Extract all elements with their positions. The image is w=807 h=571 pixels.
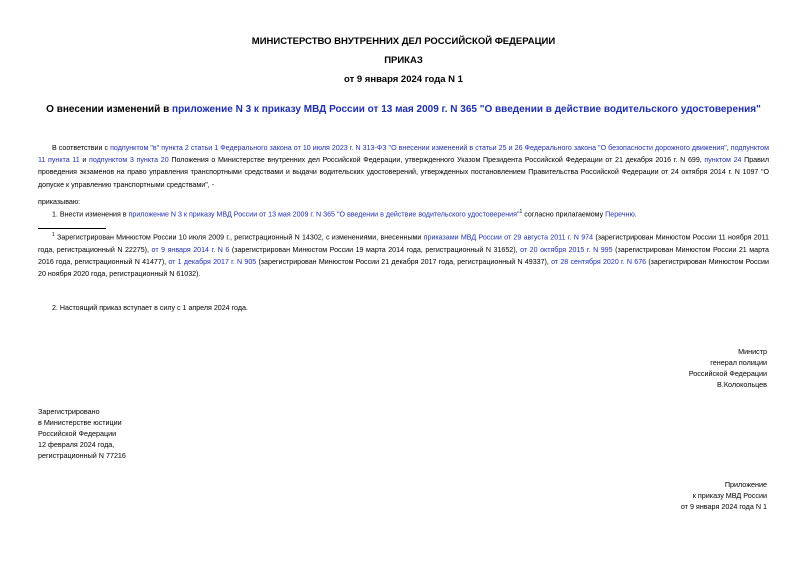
item1-appendix-link[interactable]: приложение N 3 к приказу МВД России от 13 мая 2009 г. N 365 "О введении в действие водительского удостоверения" (128, 210, 520, 219)
preamble-text-1: В соответствии с (52, 144, 111, 152)
appendix-line: Приложение (724, 480, 767, 489)
title-appendix-link[interactable]: приложение N 3 к приказу МВД России от 13 мая 2009 г. N 365 "О введении в действие водительского удостоверения" (172, 104, 761, 115)
footnote-text-3: (зарегистрирован Минюстом России 19 марта 2014 года, регистрационный N 31652), (229, 245, 521, 254)
signature-line: Министр (738, 347, 767, 356)
registration-line: 12 февраля 2024 года, (38, 440, 115, 449)
footnote-paragraph (38, 229, 769, 280)
paragraph-24-link[interactable]: пунктом 24 (704, 156, 742, 165)
item1-text-2: согласно прилагаемому (522, 210, 606, 219)
ministry-heading: МИНИСТЕРСТВО ВНУТРЕННИХ ДЕЛ РОССИЙСКОЙ ФЕДЕРАЦИИ (251, 36, 556, 47)
footnote-text-2: (зарегистрирован Минюстом России 11 ноября 2011 года, регистрационный N 22275), (38, 233, 769, 254)
list-link[interactable]: Перечню (605, 210, 635, 219)
footnote-text-1: Зарегистрирован Минюстом России 10 июля 2009 г., регистрационный N 14302, с изменениями, внесенными (54, 233, 424, 242)
footnote-ref[interactable]: 1 (519, 209, 523, 215)
footnote-text-6: (зарегистрирован Минюстом России 20 ноября 2020 года, регистрационный N 61032). (38, 257, 769, 278)
preamble-text-2: , (726, 144, 731, 152)
signature-line: Российской Федерации (688, 369, 767, 378)
title-prefix: О внесении изменений в (46, 104, 173, 115)
subparagraph-3-link[interactable]: подпунктом 3 пункта 20 (88, 156, 169, 165)
order-905-link[interactable]: от 1 декабря 2017 г. N 905 (168, 257, 257, 266)
footnote-number: 1 (52, 232, 55, 238)
item1-text-3: . (634, 210, 637, 219)
signature-line: В.Колокольцев (717, 380, 767, 389)
order-word: приказываю: (38, 198, 81, 206)
preamble-text-4: Положения о Министерстве внутренних дел Российской Федерации, утвержденного Указом Президента Российской Федерации от 21 декабря 2016 г. N 699, (168, 156, 705, 165)
appendix-line: от 9 января 2024 года N 1 (680, 502, 767, 511)
preamble-text-5: Правил проведения экзаменов на право управления транспортными средствами и выдачи водительских удостоверений, утвержденных постановлением Правительства Российской Федерации от 24 октября 2014 г. N 1097 "О допуске к управлению транспортными средствами", - (38, 156, 770, 189)
order-974-link[interactable]: приказами МВД России от 29 августа 2011 г. N 974 (423, 233, 594, 242)
document-type: ПРИКАЗ (384, 55, 423, 66)
order-6-link[interactable]: от 9 января 2014 г. N 6 (151, 245, 230, 254)
registration-line: Российской Федерации (38, 429, 117, 438)
document-title (40, 104, 767, 115)
signature-line: генерал полиции (710, 358, 767, 367)
item-1 (52, 206, 768, 221)
federal-law-link[interactable]: подпунктом "в" пункта 2 статьи 1 Федерального закона от 10 июля 2023 г. N 313-ФЗ "О внесении изменений в статьи 25 и 26 Федерального закона "О безопасности дорожного движения" (110, 144, 727, 152)
item-2: 2. Настоящий приказ вступает в силу с 1 апреля 2024 года. (52, 304, 248, 312)
order-676-link[interactable]: от 28 сентября 2020 г. N 676 (551, 257, 647, 266)
appendix-block (681, 479, 767, 512)
registration-line: Зарегистрировано (38, 407, 100, 416)
document-date-number: от 9 января 2024 года N 1 (344, 74, 463, 85)
footnote-text-4: (зарегистрирован Минюстом России 21 марта 2016 года, регистрационный N 41477), (38, 245, 769, 266)
preamble-text-3: и (79, 156, 89, 165)
preamble-paragraph (38, 142, 769, 191)
registration-block (38, 406, 126, 461)
footnote-text-5: (зарегистрирован Минюстом России 21 декабря 2017 года, регистрационный N 49337), (256, 257, 552, 266)
item1-text-1: 1. Внести изменения в (52, 210, 129, 219)
registration-line: в Министерстве юстиции (38, 418, 122, 427)
appendix-line: к приказу МВД России (692, 491, 767, 500)
order-995-link[interactable]: от 20 октября 2015 г. N 995 (520, 245, 613, 254)
subparagraph-11-link[interactable]: подпунктом 11 пункта 11 (38, 144, 769, 165)
registration-line: регистрационный N 77216 (38, 451, 126, 460)
signature-block (689, 346, 767, 390)
